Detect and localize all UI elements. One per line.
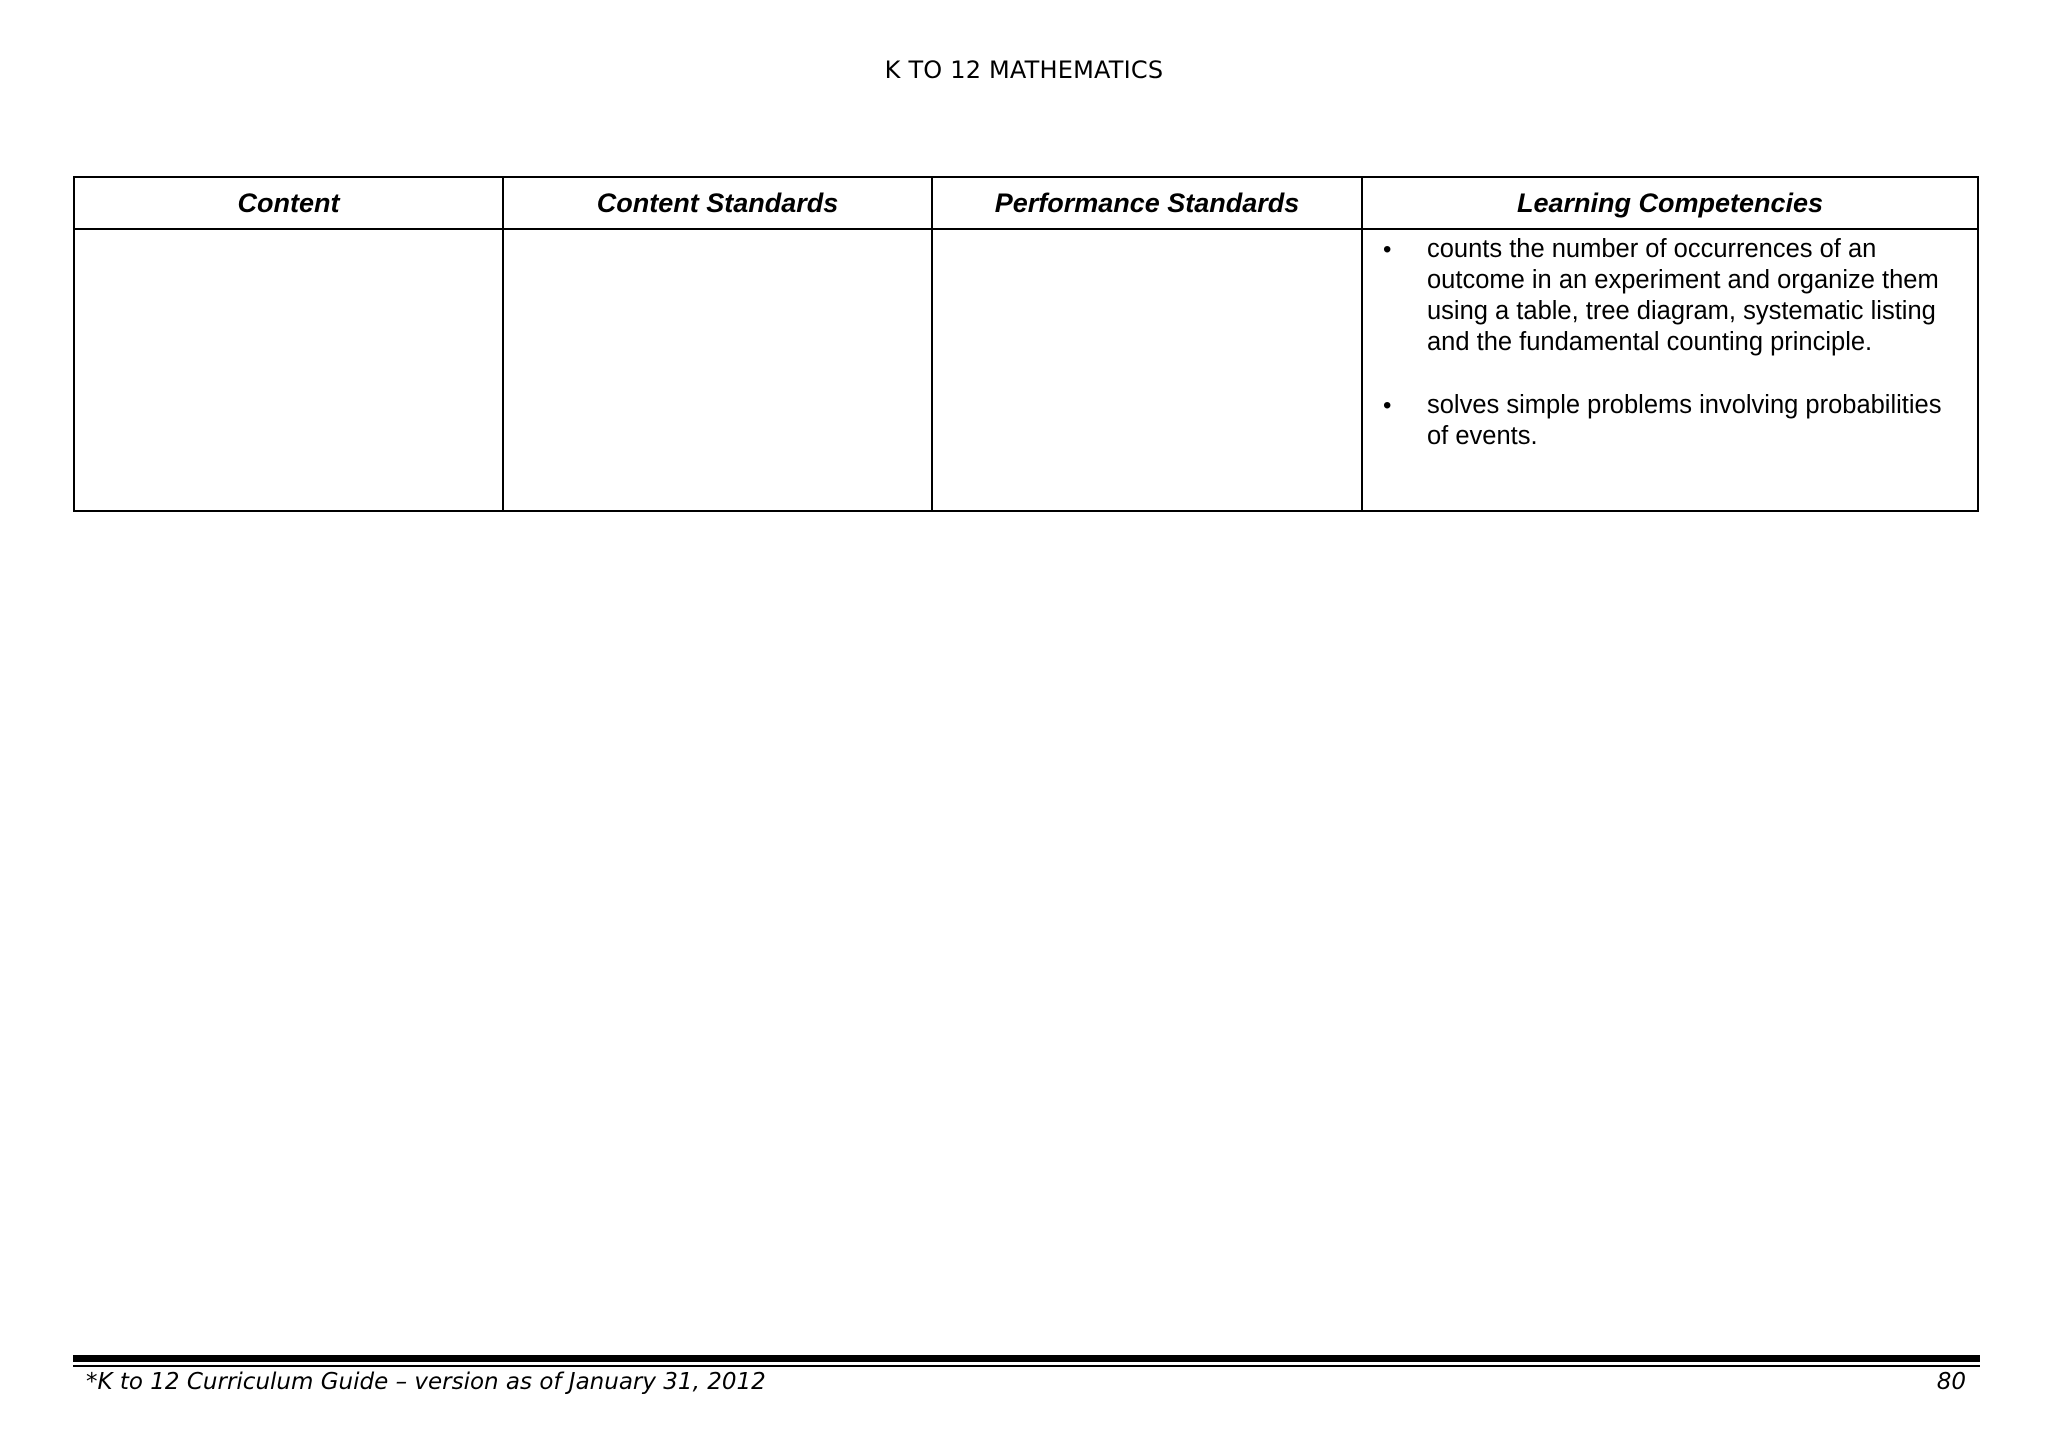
column-header-learning-competencies: Learning Competencies [1362,177,1978,229]
cell-learning-competencies [1362,229,1978,511]
curriculum-table [73,176,1979,512]
list-item [1383,234,1963,358]
column-header-content: Content [74,177,503,229]
cell-content [74,229,503,511]
competency-list [1363,230,1977,452]
page-number: 80 [1936,1369,1966,1395]
cell-content-standards [503,229,932,511]
footer-divider-thick [73,1355,1980,1362]
footer-divider-thin [73,1365,1980,1367]
competency-text: counts the number of occurrences of an outcome in an experiment and organize them using a table, tree diagram, systematic listing and the fundamental counting principle. [1427,235,1939,356]
cell-performance-standards [932,229,1362,511]
column-header-content-standards: Content Standards [503,177,932,229]
list-item [1383,390,1963,452]
bullet-icon: • [1383,236,1392,263]
table-header-row [74,177,1978,229]
column-header-performance-standards: Performance Standards [932,177,1362,229]
bullet-icon: • [1383,392,1392,419]
page-header-title: K TO 12 MATHEMATICS [884,56,1164,84]
competency-text: solves simple problems involving probabilities of events. [1427,391,1942,450]
table-row [74,229,1978,511]
footer-guide-label: *K to 12 Curriculum Guide – version as of January 31, 2012 [86,1369,766,1395]
